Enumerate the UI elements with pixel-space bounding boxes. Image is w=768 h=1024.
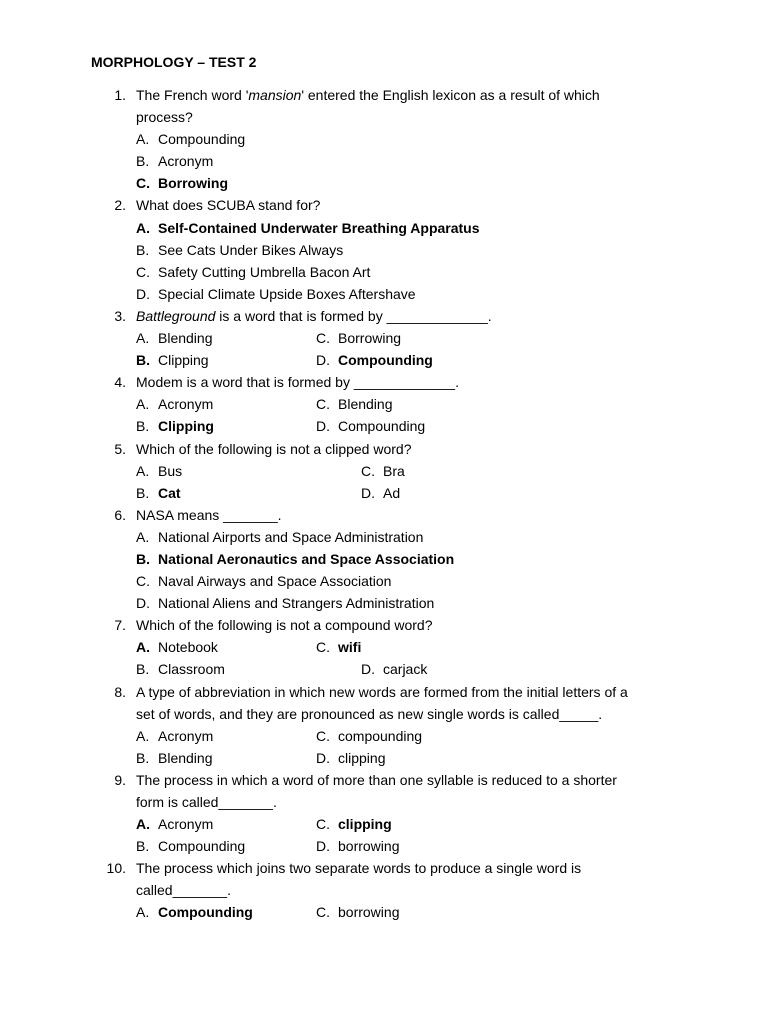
question-text: The process which joins two separate words to produce a single word is [136, 860, 582, 877]
answer-option [136, 261, 370, 283]
question-line [0, 305, 768, 327]
option-letter: D. [361, 661, 375, 678]
option-letter: B. [136, 749, 150, 766]
option-letter: B. [136, 484, 150, 501]
answer-option [316, 636, 361, 658]
answer-option [136, 283, 416, 305]
answer-option [136, 592, 434, 614]
option-text: See Cats Under Bikes Always [158, 241, 344, 258]
answer-option [361, 482, 400, 504]
option-text: Compounding [158, 838, 246, 855]
option-letter: A. [136, 639, 150, 656]
option-row [0, 901, 768, 923]
option-text: National Aliens and Strangers Administration [158, 595, 435, 612]
option-text: Clipping [158, 352, 209, 369]
question-text: NASA means _______. [136, 506, 282, 523]
question-line [0, 857, 768, 879]
question-text: The French word ' [136, 87, 249, 103]
option-row [0, 813, 768, 835]
option-row [0, 239, 768, 261]
option-letter: C. [316, 816, 330, 833]
question-stem [136, 194, 320, 216]
option-text: National Airports and Space Administration [158, 528, 424, 545]
question-line [0, 438, 768, 460]
option-text: clipping [338, 816, 392, 833]
option-row [0, 349, 768, 371]
option-text: Acronym [158, 816, 214, 833]
answer-option [136, 217, 480, 239]
answer-option [316, 393, 393, 415]
option-text: Compounding [158, 904, 253, 921]
answer-option [361, 658, 427, 680]
option-text: Safety Cutting Umbrella Bacon Art [158, 263, 371, 280]
question-line [0, 791, 768, 813]
option-letter: A. [136, 131, 150, 148]
answer-option [136, 327, 213, 349]
question-stem [136, 769, 617, 791]
option-row [0, 835, 768, 857]
option-text: carjack [383, 661, 428, 678]
option-text: Acronym [158, 396, 214, 413]
question-stem [136, 305, 492, 327]
question-stem [136, 371, 459, 393]
option-letter: B. [136, 241, 150, 258]
option-letter: D. [361, 484, 375, 501]
answer-option [316, 725, 422, 747]
question-text: The process in which a word of more than one syllable is reduced to a shorter [136, 771, 617, 788]
option-letter: A. [136, 904, 150, 921]
answer-option [136, 725, 213, 747]
option-row [0, 393, 768, 415]
question-text: Modem is a word that is formed by _____________. [136, 374, 459, 391]
answer-option [136, 482, 181, 504]
option-text: borrowing [338, 838, 400, 855]
answer-option [316, 747, 385, 769]
option-text: Self-Contained Underwater Breathing Apparatus [158, 219, 480, 236]
question-text: is a word that is formed by _____________. [215, 307, 492, 324]
answer-option [316, 835, 399, 857]
option-letter: A. [136, 727, 150, 744]
answer-option [136, 150, 213, 172]
option-letter: A. [136, 330, 150, 347]
option-letter: C. [136, 263, 150, 280]
question-line [0, 681, 768, 703]
option-text: compounding [338, 727, 423, 744]
option-letter: C. [136, 573, 150, 590]
option-text: Bra [383, 462, 405, 479]
option-text: Borrowing [338, 330, 402, 347]
question-line [0, 106, 768, 128]
question-line [0, 614, 768, 636]
option-letter: C. [316, 904, 330, 921]
option-text: Compounding [338, 352, 433, 369]
option-row [0, 747, 768, 769]
answer-option [136, 570, 391, 592]
question-text: form is called_______. [136, 794, 277, 810]
question-text: Battleground [136, 307, 216, 324]
option-letter: C. [316, 330, 330, 347]
option-text: Blending [158, 330, 213, 347]
question-number: 8. [114, 683, 126, 700]
question-line [0, 769, 768, 791]
option-letter: D. [136, 595, 150, 612]
question-number: 9. [114, 771, 126, 788]
answer-option [136, 636, 218, 658]
question-list [0, 84, 768, 924]
answer-option [136, 415, 214, 437]
question-line [0, 703, 768, 725]
option-row [0, 327, 768, 349]
option-text: borrowing [338, 904, 400, 921]
question-text: set of words, and they are pronounced as new single words is called_____. [136, 705, 603, 722]
option-text: Acronym [158, 153, 214, 170]
option-text: Blending [338, 396, 393, 413]
question-line [0, 194, 768, 216]
answer-option [136, 239, 343, 261]
answer-option [316, 901, 399, 923]
page-title: MORPHOLOGY – TEST 2 [91, 54, 257, 70]
question-stem [136, 84, 600, 106]
option-row [0, 526, 768, 548]
option-letter: C. [316, 396, 330, 413]
question-number: 2. [114, 197, 126, 214]
answer-option [136, 835, 245, 857]
option-text: Classroom [158, 661, 225, 678]
answer-option [136, 526, 423, 548]
option-text: clipping [338, 749, 386, 766]
question-text: ' entered the English lexicon as a result of which [301, 87, 600, 103]
option-letter: C. [316, 727, 330, 744]
question-text: called_______. [136, 882, 231, 899]
question-number: 7. [114, 617, 126, 634]
answer-option [136, 813, 213, 835]
question-line [0, 84, 768, 106]
option-text: Notebook [158, 639, 218, 656]
question-stem [136, 791, 277, 813]
option-letter: B. [136, 352, 150, 369]
option-letter: D. [316, 352, 330, 369]
option-letter: B. [136, 661, 150, 678]
question-number: 6. [114, 506, 126, 523]
option-row [0, 592, 768, 614]
answer-option [136, 548, 454, 570]
question-stem [136, 879, 231, 901]
option-letter: C. [136, 175, 150, 192]
option-letter: D. [316, 838, 330, 855]
question-text: Which of the following is not a clipped word? [136, 440, 412, 457]
question-stem [136, 857, 581, 879]
option-letter: B. [136, 550, 150, 567]
option-text: Special Climate Upside Boxes Aftershave [158, 285, 416, 302]
question-number: 10. [106, 860, 126, 877]
answer-option [316, 349, 433, 371]
option-row [0, 261, 768, 283]
answer-option [316, 327, 401, 349]
question-stem [136, 681, 628, 703]
answer-option [361, 460, 405, 482]
question-text: process? [136, 109, 193, 126]
option-row [0, 725, 768, 747]
question-text: mansion [248, 87, 302, 103]
option-row [0, 548, 768, 570]
option-text: Compounding [338, 418, 426, 435]
option-letter: B. [136, 838, 150, 855]
question-stem [136, 614, 433, 636]
option-row [0, 636, 768, 658]
option-letter: A. [136, 219, 150, 236]
option-letter: B. [136, 153, 150, 170]
option-row [0, 460, 768, 482]
question-stem [136, 703, 602, 725]
option-row [0, 283, 768, 305]
option-row [0, 415, 768, 437]
option-text: Blending [158, 749, 213, 766]
option-text: National Aeronautics and Space Association [158, 550, 455, 567]
option-letter: A. [136, 816, 150, 833]
option-row [0, 172, 768, 194]
option-text: Bus [158, 462, 183, 479]
option-row [0, 150, 768, 172]
option-letter: C. [316, 639, 330, 656]
question-text: A type of abbreviation in which new words are formed from the initial letters of a [136, 683, 628, 700]
question-line [0, 371, 768, 393]
answer-option [136, 349, 209, 371]
option-row [0, 570, 768, 592]
answer-option [136, 172, 228, 194]
option-text: Compounding [158, 131, 246, 148]
answer-option [136, 393, 213, 415]
question-line [0, 504, 768, 526]
option-row [0, 658, 768, 680]
answer-option [316, 813, 392, 835]
option-letter: A. [136, 528, 150, 545]
option-letter: A. [136, 462, 150, 479]
answer-option [136, 658, 225, 680]
question-number: 1. [114, 87, 126, 103]
question-text: Which of the following is not a compound word? [136, 617, 433, 634]
option-text: Cat [158, 484, 181, 501]
question-stem [136, 438, 411, 460]
option-letter: D. [316, 418, 330, 435]
option-letter: B. [136, 418, 150, 435]
option-row [0, 128, 768, 150]
option-text: wifi [338, 639, 362, 656]
question-number: 5. [114, 440, 126, 457]
option-text: Ad [383, 484, 401, 501]
answer-option [136, 901, 253, 923]
question-number: 4. [114, 374, 126, 391]
answer-option [136, 747, 213, 769]
option-text: Naval Airways and Space Association [158, 573, 392, 590]
option-row [0, 482, 768, 504]
question-line [0, 879, 768, 901]
answer-option [136, 128, 245, 150]
option-text: Clipping [158, 418, 214, 435]
answer-option [316, 415, 425, 437]
question-stem [136, 106, 193, 128]
option-letter: A. [136, 396, 150, 413]
answer-option [136, 460, 182, 482]
question-number: 3. [114, 307, 126, 324]
option-letter: D. [316, 749, 330, 766]
option-letter: D. [136, 285, 150, 302]
question-stem [136, 504, 282, 526]
option-row [0, 217, 768, 239]
option-letter: C. [361, 462, 375, 479]
question-text: What does SCUBA stand for? [136, 197, 321, 214]
option-text: Acronym [158, 727, 214, 744]
option-text: Borrowing [158, 175, 228, 192]
